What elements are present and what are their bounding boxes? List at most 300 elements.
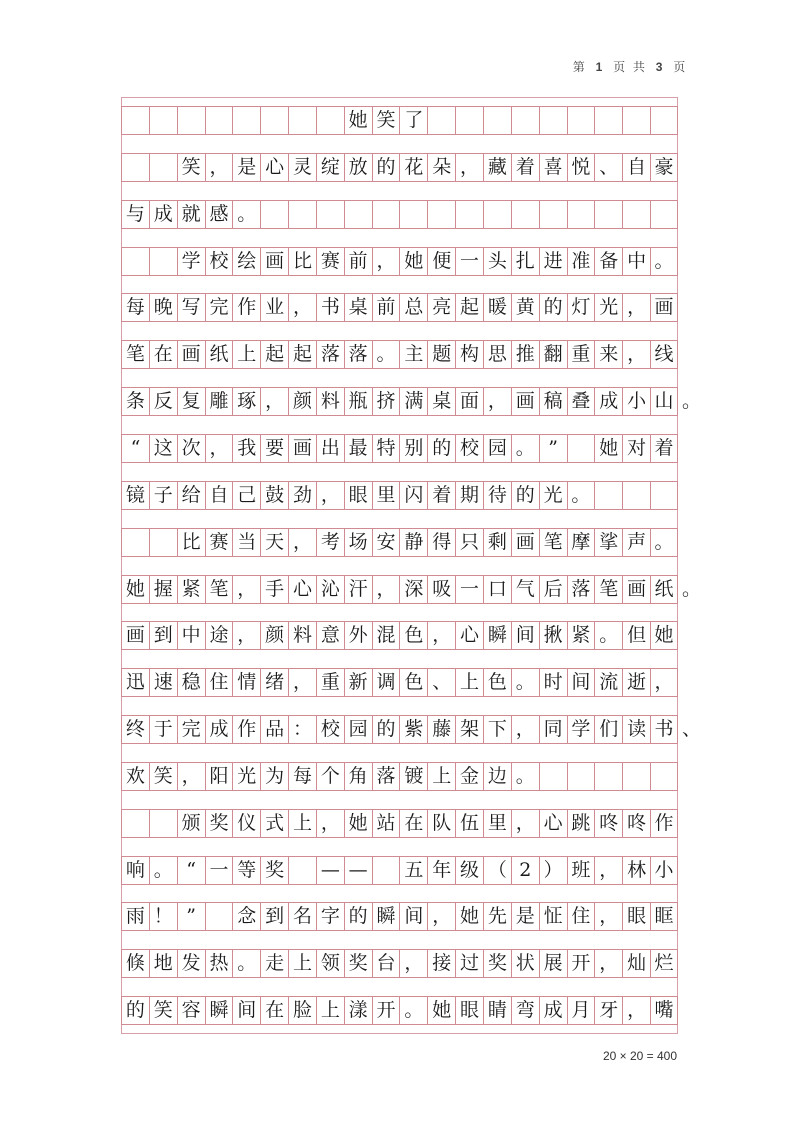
grid-cell bbox=[372, 857, 400, 884]
grid-cell: 眼 bbox=[344, 482, 372, 509]
grid-cell: 开 bbox=[567, 950, 595, 977]
grid-cell: 台 bbox=[372, 950, 400, 977]
grid-row bbox=[121, 762, 678, 791]
grid-cell: 吸 bbox=[427, 576, 455, 603]
grid-row bbox=[121, 856, 678, 885]
grid-cell: 摩 bbox=[567, 529, 595, 556]
grid-cell: 笑 bbox=[372, 107, 400, 134]
grid-row bbox=[121, 668, 678, 697]
grid-cell: 画 bbox=[511, 529, 539, 556]
grid-cell: 起 bbox=[288, 341, 316, 368]
grid-cell: 稳 bbox=[177, 669, 205, 696]
grid-cell: 出 bbox=[316, 435, 344, 462]
grid-cell: 作 bbox=[232, 294, 260, 321]
grid-cell: 队 bbox=[427, 810, 455, 837]
grid-cell bbox=[149, 810, 177, 837]
grid-cell bbox=[594, 482, 622, 509]
grid-cell: 间 bbox=[567, 669, 595, 696]
grid-cell: 2 bbox=[511, 857, 539, 884]
grid-cell: 班 bbox=[567, 857, 595, 884]
grid-cell: 式 bbox=[260, 810, 288, 837]
grid-cell: 别 bbox=[399, 435, 427, 462]
grid-cell: 外 bbox=[344, 622, 372, 649]
grid-cell: 是 bbox=[511, 903, 539, 930]
grid-cell: 亮 bbox=[427, 294, 455, 321]
grid-cell: 心 bbox=[260, 154, 288, 181]
grid-cell: 光 bbox=[594, 294, 622, 321]
grid-cell: 的 bbox=[539, 294, 567, 321]
grid-cell: 光 bbox=[539, 482, 567, 509]
grid-cell: 推 bbox=[511, 341, 539, 368]
grid-cell: ， bbox=[399, 950, 427, 977]
grid-cell: 与 bbox=[121, 201, 149, 228]
grid-cell: 中 bbox=[622, 248, 650, 275]
grid-cell: 琢 bbox=[232, 388, 260, 415]
grid-row bbox=[121, 247, 678, 276]
grid-cell: ， bbox=[511, 810, 539, 837]
grid-cell bbox=[622, 763, 650, 790]
grid-cell: 走 bbox=[260, 950, 288, 977]
grid-cell: 终 bbox=[121, 716, 149, 743]
grid-cell: 怔 bbox=[539, 903, 567, 930]
grid-cell: 一 bbox=[455, 248, 483, 275]
grid-cell bbox=[427, 201, 455, 228]
grid-cell bbox=[316, 107, 344, 134]
grid-cell bbox=[260, 107, 288, 134]
grid-cell: 她 bbox=[427, 997, 455, 1024]
total-pages: 3 bbox=[655, 60, 665, 74]
grid-cell: 朵 bbox=[427, 154, 455, 181]
grid-cell: 给 bbox=[177, 482, 205, 509]
grid-cell: 色 bbox=[399, 669, 427, 696]
grid-cell: 弯 bbox=[511, 997, 539, 1024]
grid-cell bbox=[121, 248, 149, 275]
grid-cell: 奖 bbox=[344, 950, 372, 977]
grid-cell: 紧 bbox=[567, 622, 595, 649]
grid-cell: 满 bbox=[399, 388, 427, 415]
grid-cell: 金 bbox=[455, 763, 483, 790]
grid-cell: 。 bbox=[650, 529, 678, 556]
grid-cell: ， bbox=[288, 529, 316, 556]
grid-cell: 来 bbox=[594, 341, 622, 368]
grid-cell: 纸 bbox=[650, 576, 678, 603]
grid-cell: 烂 bbox=[650, 950, 678, 977]
grid-cell bbox=[344, 201, 372, 228]
grid-cell: 灿 bbox=[622, 950, 650, 977]
grid-row bbox=[121, 200, 678, 229]
grid-cell bbox=[372, 201, 400, 228]
grid-cell bbox=[149, 248, 177, 275]
grid-cell: 她 bbox=[399, 248, 427, 275]
grid-cell: ， bbox=[427, 903, 455, 930]
grid-cell: 对 bbox=[622, 435, 650, 462]
grid-cell: ， bbox=[372, 576, 400, 603]
grid-cell: 笑 bbox=[149, 763, 177, 790]
grid-cell: 、 bbox=[427, 669, 455, 696]
grid-cell bbox=[567, 435, 595, 462]
grid-cell: 颜 bbox=[260, 622, 288, 649]
grid-cell: 暖 bbox=[483, 294, 511, 321]
grid-cell: 赛 bbox=[205, 529, 233, 556]
grid-cell bbox=[567, 201, 595, 228]
grid-cell: 复 bbox=[177, 388, 205, 415]
grid-cell: 主 bbox=[399, 341, 427, 368]
grid-cell: ， bbox=[622, 997, 650, 1024]
grid-cell: 画 bbox=[288, 435, 316, 462]
grid-cell: 镜 bbox=[121, 482, 149, 509]
grid-cell bbox=[427, 107, 455, 134]
grid-cell: 。 bbox=[149, 857, 177, 884]
grid-cell: 途 bbox=[205, 622, 233, 649]
grid-cell: 念 bbox=[232, 903, 260, 930]
grid-cell: 迅 bbox=[121, 669, 149, 696]
grid-cell: 书 bbox=[316, 294, 344, 321]
grid-cell: 便 bbox=[427, 248, 455, 275]
grid-cell: 考 bbox=[316, 529, 344, 556]
grid-cell: 灵 bbox=[288, 154, 316, 181]
grid-cell: 上 bbox=[316, 997, 344, 1024]
grid-cell: 比 bbox=[177, 529, 205, 556]
grid-cell: ， bbox=[372, 248, 400, 275]
grid-cell: 开 bbox=[372, 997, 400, 1024]
grid-cell: 倏 bbox=[121, 950, 149, 977]
grid-cell: 挤 bbox=[372, 388, 400, 415]
grid-cell: 心 bbox=[539, 810, 567, 837]
grid-cell: 总 bbox=[399, 294, 427, 321]
grid-cell: 为 bbox=[260, 763, 288, 790]
grid-cell: 的 bbox=[121, 997, 149, 1024]
grid-cell: 静 bbox=[399, 529, 427, 556]
grid-cell: 字 bbox=[316, 903, 344, 930]
grid-cell: ， bbox=[511, 716, 539, 743]
grid-cell: 脸 bbox=[288, 997, 316, 1024]
grid-cell bbox=[539, 107, 567, 134]
grid-cell: ， bbox=[232, 622, 260, 649]
grid-row bbox=[121, 809, 678, 838]
grid-cell: 校 bbox=[455, 435, 483, 462]
grid-row bbox=[121, 715, 678, 744]
grid-cell: 睛 bbox=[483, 997, 511, 1024]
grid-cell: 调 bbox=[372, 669, 400, 696]
grid-cell: 画 bbox=[511, 388, 539, 415]
grid-cell: 桌 bbox=[427, 388, 455, 415]
grid-cell: 站 bbox=[372, 810, 400, 837]
grid-cell: 手 bbox=[260, 576, 288, 603]
grid-row bbox=[121, 996, 678, 1025]
grid-cell: 面 bbox=[455, 388, 483, 415]
grid-cell: 。 bbox=[232, 950, 260, 977]
grid-cell: 笔 bbox=[121, 341, 149, 368]
grid-cell: 的 bbox=[511, 482, 539, 509]
grid-cell: 一 bbox=[455, 576, 483, 603]
grid-cell bbox=[483, 107, 511, 134]
grid-cell: 热 bbox=[205, 950, 233, 977]
grid-cell: 学 bbox=[177, 248, 205, 275]
grid-cell: 这 bbox=[149, 435, 177, 462]
grid-cell: 口 bbox=[483, 576, 511, 603]
grid-cell: 上 bbox=[427, 763, 455, 790]
grid-cell: 放 bbox=[344, 154, 372, 181]
grid-cell: 时 bbox=[539, 669, 567, 696]
grid-cell: 状 bbox=[511, 950, 539, 977]
grid-cell: 准 bbox=[567, 248, 595, 275]
grid-cell: 瓶 bbox=[344, 388, 372, 415]
grid-cell: 发 bbox=[177, 950, 205, 977]
grid-cell: 特 bbox=[372, 435, 400, 462]
grid-cell: 藏 bbox=[483, 154, 511, 181]
grid-cell: 地 bbox=[149, 950, 177, 977]
grid-cell: （ bbox=[483, 857, 511, 884]
grid-cell: 紫 bbox=[399, 716, 427, 743]
grid-cell bbox=[121, 107, 149, 134]
grid-cell: 名 bbox=[288, 903, 316, 930]
grid-cell: 读 bbox=[622, 716, 650, 743]
grid-cell: 沁 bbox=[316, 576, 344, 603]
grid-cell: 画 bbox=[177, 341, 205, 368]
grid-cell: 我 bbox=[232, 435, 260, 462]
grid-row bbox=[121, 387, 678, 416]
grid-cell: ” bbox=[177, 903, 205, 930]
grid-cell bbox=[288, 857, 316, 884]
page-number-indicator bbox=[560, 58, 700, 75]
grid-cell: 展 bbox=[539, 950, 567, 977]
grid-cell: 的 bbox=[372, 716, 400, 743]
grid-cell bbox=[594, 763, 622, 790]
grid-cell: 山 bbox=[650, 388, 678, 415]
grid-cell: 劲 bbox=[288, 482, 316, 509]
grid-cell: 她 bbox=[455, 903, 483, 930]
grid-cell: 反 bbox=[149, 388, 177, 415]
grid-cell: 叠 bbox=[567, 388, 595, 415]
grid-cell: 住 bbox=[205, 669, 233, 696]
grid-cell: 期 bbox=[455, 482, 483, 509]
grid-cell: 小 bbox=[650, 857, 678, 884]
grid-cell bbox=[288, 107, 316, 134]
grid-cell: ， bbox=[650, 669, 678, 696]
grid-cell: 在 bbox=[399, 810, 427, 837]
grid-cell: 学 bbox=[567, 716, 595, 743]
grid-cell: 安 bbox=[372, 529, 400, 556]
grid-cell: 心 bbox=[288, 576, 316, 603]
grid-cell: 雕 bbox=[205, 388, 233, 415]
grid-cell: ， bbox=[260, 388, 288, 415]
grid-cell: ， bbox=[594, 903, 622, 930]
grid-cell: ， bbox=[205, 154, 233, 181]
grid-cell: 月 bbox=[567, 997, 595, 1024]
grid-cell: 的 bbox=[427, 435, 455, 462]
grid-cell: 在 bbox=[149, 341, 177, 368]
grid-cell bbox=[121, 154, 149, 181]
grid-cell: 着 bbox=[511, 154, 539, 181]
grid-cell: 下 bbox=[483, 716, 511, 743]
grid-cell: ， bbox=[594, 950, 622, 977]
grid-cell: 的 bbox=[344, 903, 372, 930]
grid-cell: 瞬 bbox=[483, 622, 511, 649]
grid-cell: 林 bbox=[622, 857, 650, 884]
grid-cell: 仪 bbox=[232, 810, 260, 837]
grid-cell: 剩 bbox=[483, 529, 511, 556]
grid-cell: 架 bbox=[455, 716, 483, 743]
grid-cell: ， bbox=[232, 576, 260, 603]
grid-cell: 天 bbox=[260, 529, 288, 556]
grid-cell: 新 bbox=[344, 669, 372, 696]
grid-cell: 作 bbox=[650, 810, 678, 837]
grid-cell: 园 bbox=[344, 716, 372, 743]
grid-cell: 到 bbox=[149, 622, 177, 649]
grid-cell: 小 bbox=[622, 388, 650, 415]
grid-cell: 阳 bbox=[205, 763, 233, 790]
grid-cell: 料 bbox=[316, 388, 344, 415]
grid-cell: 只 bbox=[455, 529, 483, 556]
grid-cell: 自 bbox=[205, 482, 233, 509]
grid-cell: 晚 bbox=[149, 294, 177, 321]
grid-size-footer: 20 × 20 = 400 bbox=[602, 1049, 678, 1063]
grid-cell: 但 bbox=[622, 622, 650, 649]
grid-cell: 落 bbox=[372, 763, 400, 790]
grid-cell: 。 bbox=[232, 201, 260, 228]
grid-cell: 落 bbox=[567, 576, 595, 603]
grid-cell bbox=[149, 154, 177, 181]
grid-cell: 漾 bbox=[344, 997, 372, 1024]
current-page: 1 bbox=[595, 60, 605, 74]
grid-cell: ” bbox=[539, 435, 567, 462]
grid-cell: 中 bbox=[177, 622, 205, 649]
grid-cell: 紧 bbox=[177, 576, 205, 603]
grid-cell: 色 bbox=[483, 669, 511, 696]
grid-cell: 揪 bbox=[539, 622, 567, 649]
grid-cell: 豪 bbox=[650, 154, 678, 181]
grid-cell: 。 bbox=[594, 622, 622, 649]
grid-cell: 个 bbox=[316, 763, 344, 790]
grid-cell: 起 bbox=[260, 341, 288, 368]
grid-cell: 等 bbox=[232, 857, 260, 884]
grid-cell bbox=[511, 201, 539, 228]
grid-cell: 情 bbox=[232, 669, 260, 696]
grid-cell: 伍 bbox=[455, 810, 483, 837]
grid-cell: 条 bbox=[121, 388, 149, 415]
grid-row bbox=[121, 434, 678, 463]
grid-cell: 声 bbox=[622, 529, 650, 556]
grid-cell: 落 bbox=[344, 341, 372, 368]
grid-cell: 桌 bbox=[344, 294, 372, 321]
grid-cell: 、 bbox=[594, 154, 622, 181]
grid-row bbox=[121, 481, 678, 510]
grid-cell: ） bbox=[539, 857, 567, 884]
grid-cell: 她 bbox=[650, 622, 678, 649]
grid-cell: 接 bbox=[427, 950, 455, 977]
grid-cell: ， bbox=[427, 622, 455, 649]
grid-cell: 赛 bbox=[316, 248, 344, 275]
grid-row bbox=[121, 153, 678, 182]
grid-cell: 牙 bbox=[594, 997, 622, 1024]
grid-cell bbox=[567, 763, 595, 790]
grid-cell: 眼 bbox=[622, 903, 650, 930]
grid-cell: 就 bbox=[177, 201, 205, 228]
page-label-mid: 页 共 bbox=[613, 60, 647, 74]
grid-cell: 奖 bbox=[483, 950, 511, 977]
grid-cell: 题 bbox=[427, 341, 455, 368]
grid-cell bbox=[650, 763, 678, 790]
grid-cell: 灯 bbox=[567, 294, 595, 321]
grid-cell: ， bbox=[622, 294, 650, 321]
grid-cell: 画 bbox=[121, 622, 149, 649]
grid-cell: 跳 bbox=[567, 810, 595, 837]
grid-cell bbox=[539, 763, 567, 790]
grid-cell: 头 bbox=[483, 248, 511, 275]
grid-cell: 笔 bbox=[539, 529, 567, 556]
grid-cell: 花 bbox=[399, 154, 427, 181]
grid-cell: 作 bbox=[232, 716, 260, 743]
grid-cell: 最 bbox=[344, 435, 372, 462]
grid-cell: 她 bbox=[121, 576, 149, 603]
grid-cell: 翻 bbox=[539, 341, 567, 368]
grid-cell: 间 bbox=[232, 997, 260, 1024]
grid-cell: 瞬 bbox=[205, 997, 233, 1024]
grid-cell: 同 bbox=[539, 716, 567, 743]
grid-cell: 完 bbox=[177, 716, 205, 743]
grid-cell: 年 bbox=[427, 857, 455, 884]
grid-cell: 一 bbox=[205, 857, 233, 884]
grid-cell bbox=[455, 107, 483, 134]
grid-cell: 光 bbox=[232, 763, 260, 790]
grid-cell bbox=[316, 201, 344, 228]
grid-cell: 于 bbox=[149, 716, 177, 743]
grid-cell: 她 bbox=[594, 435, 622, 462]
grid-cell: 色 bbox=[399, 622, 427, 649]
grid-cell: 领 bbox=[316, 950, 344, 977]
grid-cell: 里 bbox=[483, 810, 511, 837]
grid-cell: — bbox=[344, 857, 372, 884]
grid-cell: 备 bbox=[594, 248, 622, 275]
grid-cell bbox=[622, 201, 650, 228]
grid-row bbox=[121, 621, 678, 650]
overflow-punctuation: 、 bbox=[682, 718, 702, 741]
grid-cell: 混 bbox=[372, 622, 400, 649]
grid-cell: 笔 bbox=[594, 576, 622, 603]
grid-cell: ， bbox=[288, 669, 316, 696]
grid-cell: 奖 bbox=[205, 810, 233, 837]
grid-cell: ， bbox=[177, 763, 205, 790]
grid-cell: 品 bbox=[260, 716, 288, 743]
grid-cell: 感 bbox=[205, 201, 233, 228]
grid-cell: 场 bbox=[344, 529, 372, 556]
grid-cell: 成 bbox=[594, 388, 622, 415]
grid-cell: ， bbox=[622, 341, 650, 368]
grid-cell: 过 bbox=[455, 950, 483, 977]
grid-cell: 要 bbox=[260, 435, 288, 462]
grid-cell: ， bbox=[316, 810, 344, 837]
grid-cell: 欢 bbox=[121, 763, 149, 790]
grid-cell: 颁 bbox=[177, 810, 205, 837]
grid-cell: 挲 bbox=[594, 529, 622, 556]
grid-cell bbox=[149, 529, 177, 556]
grid-cell: 上 bbox=[288, 810, 316, 837]
grid-cell: 前 bbox=[344, 248, 372, 275]
grid-cell: 着 bbox=[427, 482, 455, 509]
grid-cell: “ bbox=[121, 435, 149, 462]
grid-cell: 书 bbox=[650, 716, 678, 743]
grid-cell: 嘴 bbox=[650, 997, 678, 1024]
grid-cell: 成 bbox=[205, 716, 233, 743]
grid-cell: 进 bbox=[539, 248, 567, 275]
grid-row bbox=[121, 575, 678, 604]
grid-cell bbox=[650, 482, 678, 509]
grid-cell: 镀 bbox=[399, 763, 427, 790]
grid-cell: 校 bbox=[205, 248, 233, 275]
grid-cell: 待 bbox=[483, 482, 511, 509]
grid-row bbox=[121, 528, 678, 557]
grid-cell bbox=[650, 201, 678, 228]
